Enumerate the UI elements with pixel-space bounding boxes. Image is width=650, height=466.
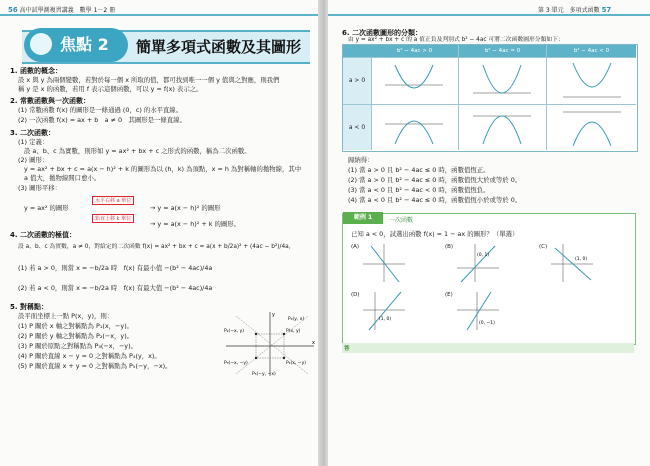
left-page — [0, 0, 322, 466]
section-title: 2. 常數函數與一次函數： — [10, 97, 90, 105]
text-line: (1) 常數函數 f(x) 的圖形是一條通過 (0，c) 的水平直線。 — [18, 106, 183, 114]
text-line: 由 y = ax² + bx + c 的 a 值正負及判別式 b² − 4ac 可將二次函數圖形分類如下： — [348, 37, 564, 43]
focus-badge-label: 焦點 2 — [60, 35, 109, 54]
parabola-down-no-root — [561, 108, 623, 148]
section-title: 4. 二次函數的極值： — [10, 231, 76, 239]
parabola-down-two-roots — [383, 108, 445, 148]
text-line: (4) 當 a < 0 且 b² − 4ac ≤ 0 時，函數值恆小於或等於 0。 — [348, 196, 522, 204]
focus-badge — [24, 28, 128, 62]
classification-table — [342, 44, 638, 152]
text-line: 歸納得： — [348, 156, 374, 164]
table-header: b² − 4ac > 0 — [371, 45, 459, 58]
table-row-header: a < 0 — [343, 105, 372, 150]
example-label: 範例 1 — [343, 212, 383, 224]
fig-point-p3: P₃(−x, −y) — [224, 361, 248, 366]
fig-point-p4: P₄(y, x) — [288, 317, 305, 322]
fig-point-p5: P₅(−y, −x) — [252, 372, 276, 377]
header-text: 高中試學測複習講義 數學 1－2 冊 — [19, 7, 116, 14]
table-row-header: a > 0 — [343, 58, 372, 105]
point-label: (0, 1) — [477, 253, 490, 258]
text-line: (2) 若 a < 0，則當 x = −b/2a 時 f(x) 有最大值 −(b² − 4ac)/4a — [18, 284, 213, 292]
text-line: (3) 當 a < 0 且 b² − 4ac < 0 時，函數值恆負。 — [348, 186, 490, 194]
section-title: 6. 二次函數圖形的分類： — [342, 29, 422, 37]
shift-tag: 水平右移 a 單位 — [92, 196, 134, 205]
text-line: (1) P 關於 x 軸之對稱點為 P₁(x，−y)。 — [18, 322, 134, 330]
option-b-graph — [455, 242, 501, 284]
text-line: (3) 圖形平移： — [18, 184, 62, 192]
text-line: 設 x 與 y 為兩個變數，若對於每一個 x 所取的值，都可找到唯一一個 y 值與之對應，則我們 — [18, 76, 280, 84]
option-e-graph — [455, 290, 501, 332]
page-number: 56 — [8, 6, 18, 14]
header-band — [0, 14, 322, 16]
page-title: 簡單多項式函數及其圖形 — [136, 38, 302, 56]
text-line: → y = a(x − h)² 的圖形 — [150, 204, 221, 212]
text-line: (1) 若 a > 0，則當 x = −b/2a 時 f(x) 有最小值 −(b² − 4ac)/4a — [18, 264, 213, 272]
text-line: y = ax² 的圖形 — [24, 204, 69, 212]
table-header: b² − 4ac = 0 — [459, 45, 547, 58]
example-question: 已知 a < 0，試選出函數 f(x) = 1 − ax 的圖形？（單選） — [351, 230, 519, 238]
text-line: (5) P 關於直線 x + y = 0 之對稱點為 P₅(−y，−x)。 — [18, 362, 172, 370]
option-c-graph — [549, 242, 595, 284]
shift-tag: 鉛直上移 k 單位 — [92, 214, 134, 223]
header-text: 第 3 單元 多項式函數 — [538, 7, 600, 14]
text-line: (2) 當 a > 0 且 b² − 4ac ≤ 0 時，函數值恆大於或等於 0。 — [348, 176, 522, 184]
answer-bar — [342, 343, 634, 353]
text-line: 稱 y 是 x 的函數，若用 f 表示這個函數，可以 y = f(x) 表示之。 — [18, 85, 203, 93]
text-line: y = ax² + bx + c = a(x − h)² + k 的圖形為以 (h，k) 為頂點，x = h 為對稱軸的拋物線，其中 — [24, 165, 302, 173]
text-line: (3) P 關於原點之對稱點為 P₃(−x，−y)。 — [18, 342, 137, 350]
section-title: 1. 函數的概念： — [10, 67, 62, 75]
text-line: → y = a(x − h)² + k 的圖形。 — [150, 220, 241, 228]
example-box — [342, 213, 636, 345]
table-corner — [343, 45, 372, 58]
option-a-graph — [361, 242, 407, 284]
section-title: 5. 對稱點： — [10, 303, 48, 311]
text-line: (1) 當 a > 0 且 b² − 4ac ≤ 0 時，函數值恆正。 — [348, 166, 490, 174]
parabola-up-no-root — [561, 61, 623, 101]
text-line: 設 a、b、c 為實數，則形如 y = ax² + bx + c 之形式的函數，稱為二次函數。 — [24, 147, 251, 155]
point-label: (1, 0) — [379, 317, 392, 322]
fig-point-p: P(x, y) — [286, 329, 301, 334]
option-e-label: (E) — [445, 292, 453, 298]
point-label: (0, −1) — [479, 321, 495, 326]
text-line: (4) P 關於直線 x − y = 0 之對稱點為 P₄(y，x)。 — [18, 352, 161, 360]
table-header: b² − 4ac < 0 — [547, 45, 636, 58]
point-label: (1, 0) — [575, 257, 588, 262]
left-header — [8, 5, 115, 14]
fig-point-p1: P₁(x, −y) — [286, 361, 306, 366]
parabola-up-two-roots — [383, 61, 445, 101]
symmetry-figure — [222, 308, 318, 378]
option-c-label: (C) — [539, 244, 548, 250]
text-line: (2) 圖形： — [18, 156, 49, 164]
option-d-label: (D) — [351, 292, 360, 298]
text-line: (2) P 關於 y 軸之對稱點為 P₂(−x，y)。 — [18, 332, 134, 340]
option-a-label: (A) — [351, 244, 360, 250]
text-line: a 值大，拋物線開口愈小。 — [24, 174, 101, 182]
header-band — [328, 14, 650, 16]
fig-y-label: y — [272, 312, 275, 318]
ball-icon — [30, 33, 52, 55]
page-number: 57 — [601, 6, 612, 14]
parabola-up-one-root — [471, 61, 533, 101]
option-d-graph — [361, 290, 407, 332]
answer-tag: 答 — [344, 346, 350, 352]
section-title: 3. 二次函數： — [10, 129, 55, 137]
fig-point-p2: P₂(−x, y) — [224, 329, 244, 334]
text-line: (2) 一次函數 f(x) = ax + b a ≠ 0 其圖形是一條直線。 — [18, 116, 186, 124]
right-header — [538, 5, 611, 14]
fig-x-label: x — [312, 340, 315, 346]
text-line: 設 a、b、c 為實數，a ≠ 0，對給定的二次函數 f(x) = ax² + bx + c = a(x + b/2a)² + (4ac − b²)/4a， — [18, 244, 295, 250]
parabola-down-one-root — [471, 108, 533, 148]
topic-banner — [22, 30, 310, 64]
right-page — [328, 0, 650, 466]
example-topic: 一次函數 — [389, 217, 414, 224]
text-line: (1) 定義： — [18, 138, 49, 146]
text-line: 設平面坐標上一點 P(x，y)，則： — [18, 312, 114, 320]
option-b-label: (B) — [445, 244, 454, 250]
